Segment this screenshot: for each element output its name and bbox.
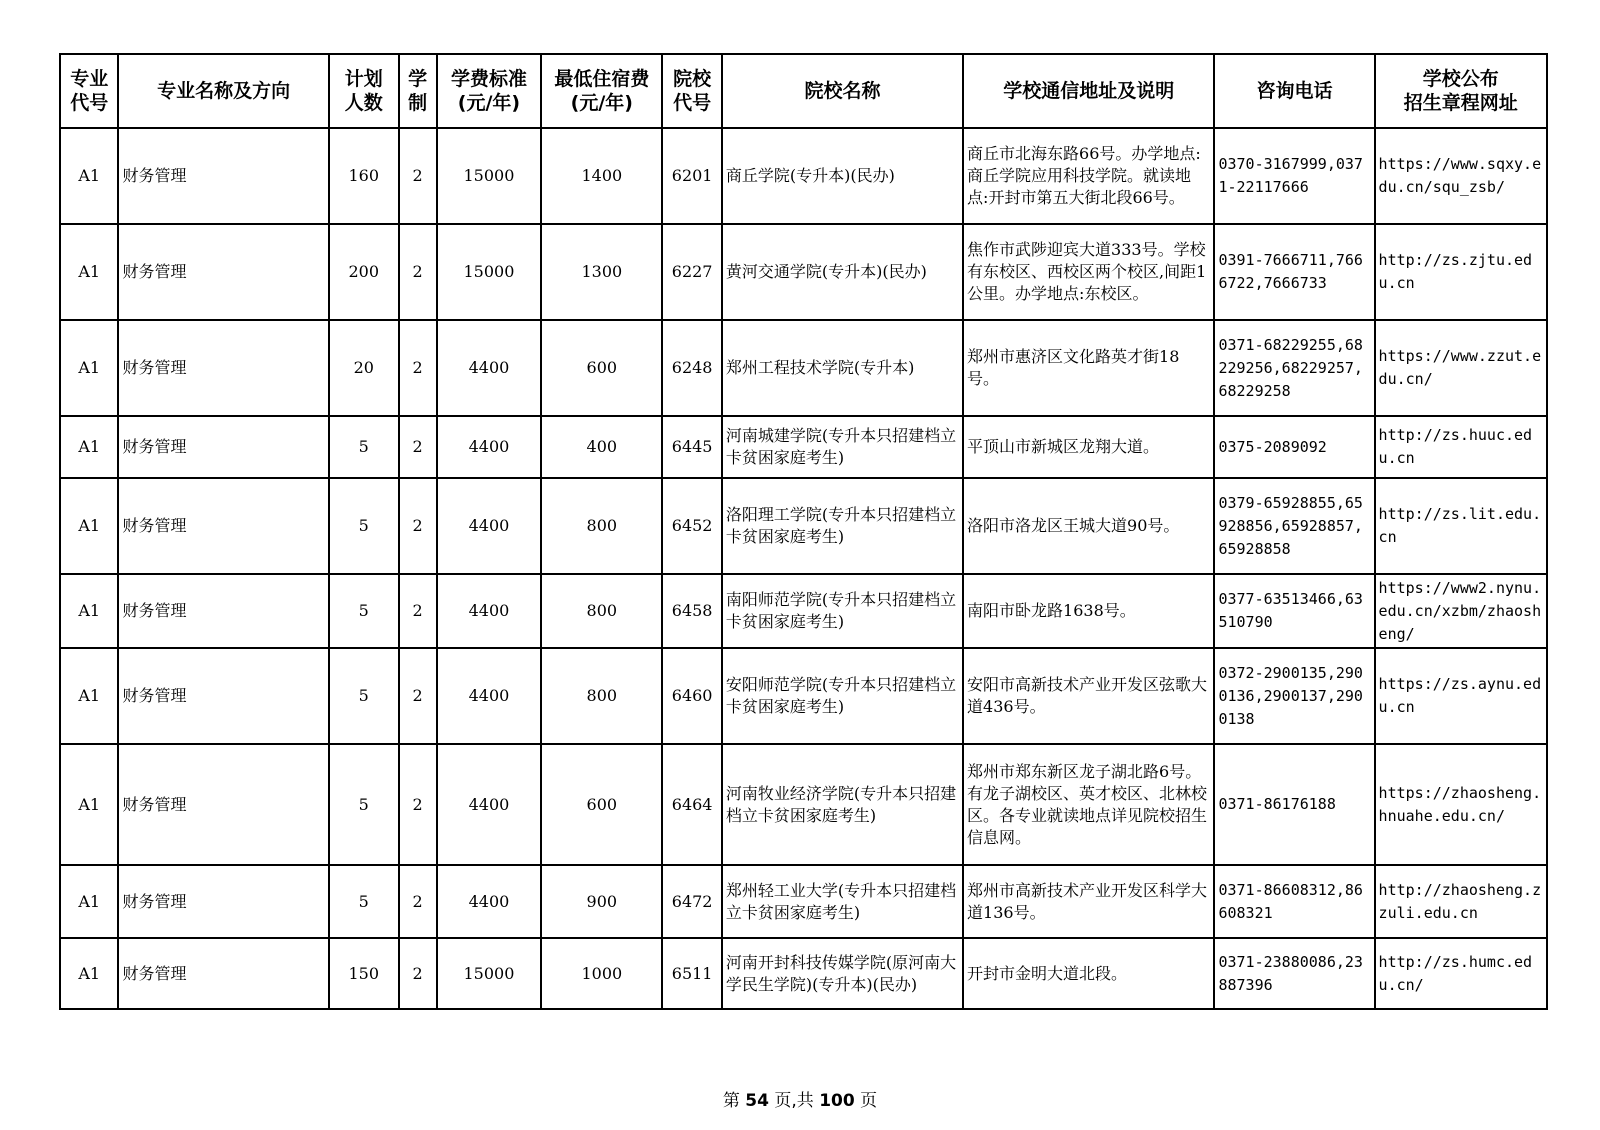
school-address-cell: 郑州市惠济区文化路英才街18号。 — [963, 320, 1214, 416]
admission-url-cell: http://zs.huuc.edu.cn — [1375, 416, 1547, 478]
school-address-cell: 平顶山市新城区龙翔大道。 — [963, 416, 1214, 478]
table-row — [60, 574, 1547, 648]
admission-url-cell: https://zhaosheng.hnuahe.edu.cn/ — [1375, 744, 1547, 865]
table-row — [60, 416, 1547, 478]
header-school-name — [722, 54, 963, 128]
school-code-cell: 6445 — [662, 416, 722, 478]
school-code-cell: 6460 — [662, 648, 722, 744]
table-row — [60, 744, 1547, 865]
contact-phone-cell: 0372-2900135,2900136,2900137,2900138 — [1214, 648, 1374, 744]
dorm-fee-cell: 800 — [541, 574, 662, 648]
major-name-cell: 财务管理 — [118, 320, 328, 416]
contact-phone-cell: 0371-68229255,68229256,68229257,68229258 — [1214, 320, 1374, 416]
school-code-cell: 6472 — [662, 865, 722, 938]
header-major-name — [118, 54, 328, 128]
plan-count-cell: 5 — [329, 478, 399, 574]
school-address-cell: 安阳市高新技术产业开发区弦歌大道436号。 — [963, 648, 1214, 744]
admission-table-container — [59, 53, 1548, 1010]
major-code-cell: A1 — [60, 478, 118, 574]
major-code-cell: A1 — [60, 648, 118, 744]
plan-count-cell: 5 — [329, 865, 399, 938]
study-years-cell: 2 — [399, 478, 437, 574]
contact-phone-cell: 0391-7666711,7666722,7666733 — [1214, 224, 1374, 320]
table-row — [60, 648, 1547, 744]
header-tuition — [437, 54, 542, 128]
school-name-cell: 河南城建学院(专升本只招建档立卡贫困家庭考生) — [722, 416, 963, 478]
study-years-cell: 2 — [399, 865, 437, 938]
major-code-cell: A1 — [60, 938, 118, 1009]
major-code-cell: A1 — [60, 744, 118, 865]
table-row — [60, 320, 1547, 416]
contact-phone-cell: 0371-86608312,86608321 — [1214, 865, 1374, 938]
tuition-cell: 4400 — [437, 744, 542, 865]
tuition-cell: 4400 — [437, 320, 542, 416]
school-name-cell: 黄河交通学院(专升本)(民办) — [722, 224, 963, 320]
plan-count-cell: 5 — [329, 648, 399, 744]
plan-count-cell: 5 — [329, 574, 399, 648]
major-name-cell: 财务管理 — [118, 478, 328, 574]
major-name-cell: 财务管理 — [118, 224, 328, 320]
tuition-cell: 15000 — [437, 224, 542, 320]
study-years-cell: 2 — [399, 224, 437, 320]
header-school-address-line: 学校通信地址及说明 — [1003, 80, 1175, 102]
header-admission-url-line: 学校公布 — [1422, 68, 1499, 90]
admission-table — [59, 53, 1548, 1010]
major-code-cell: A1 — [60, 320, 118, 416]
header-plan-count-line: 计划 — [344, 68, 383, 90]
footer-middle: 页,共 — [774, 1091, 814, 1111]
school-code-cell: 6248 — [662, 320, 722, 416]
dorm-fee-cell: 1400 — [541, 128, 662, 224]
tuition-cell: 4400 — [437, 416, 542, 478]
major-code-cell: A1 — [60, 865, 118, 938]
header-major-code-line: 专业 — [70, 68, 109, 90]
table-row — [60, 478, 1547, 574]
plan-count-cell: 200 — [329, 224, 399, 320]
table-row — [60, 938, 1547, 1009]
header-plan-count-line: 人数 — [344, 92, 383, 114]
study-years-cell: 2 — [399, 416, 437, 478]
header-major-code-line: 代号 — [70, 92, 109, 114]
school-address-cell: 焦作市武陟迎宾大道333号。学校有东校区、西校区两个校区,间距1公里。办学地点:东校区。 — [963, 224, 1214, 320]
admission-url-cell: http://zhaosheng.zzuli.edu.cn — [1375, 865, 1547, 938]
school-code-cell: 6452 — [662, 478, 722, 574]
contact-phone-cell: 0379-65928855,65928856,65928857,65928858 — [1214, 478, 1374, 574]
school-address-cell: 南阳市卧龙路1638号。 — [963, 574, 1214, 648]
total-page-count: 100 — [819, 1091, 855, 1111]
major-name-cell: 财务管理 — [118, 128, 328, 224]
major-code-cell: A1 — [60, 574, 118, 648]
table-row — [60, 865, 1547, 938]
header-admission-url — [1375, 54, 1547, 128]
dorm-fee-cell: 600 — [541, 320, 662, 416]
admission-url-cell: https://www2.nynu.edu.cn/xzbm/zhaosheng/ — [1375, 574, 1547, 648]
major-code-cell: A1 — [60, 128, 118, 224]
header-study-years-line: 学 — [408, 68, 428, 90]
header-study-years-line: 制 — [408, 92, 428, 114]
school-code-cell: 6511 — [662, 938, 722, 1009]
header-school-code-line: 院校 — [673, 68, 712, 90]
plan-count-cell: 150 — [329, 938, 399, 1009]
footer-suffix: 页 — [860, 1091, 878, 1111]
header-tuition-line: (元/年) — [457, 92, 521, 114]
dorm-fee-cell: 1000 — [541, 938, 662, 1009]
contact-phone-cell: 0375-2089092 — [1214, 416, 1374, 478]
school-name-cell: 河南开封科技传媒学院(原河南大学民生学院)(专升本)(民办) — [722, 938, 963, 1009]
header-contact-phone-line: 咨询电话 — [1256, 80, 1333, 102]
school-address-cell: 开封市金明大道北段。 — [963, 938, 1214, 1009]
study-years-cell: 2 — [399, 744, 437, 865]
current-page-number: 54 — [745, 1091, 769, 1111]
header-study-years — [399, 54, 437, 128]
school-code-cell: 6458 — [662, 574, 722, 648]
tuition-cell: 4400 — [437, 648, 542, 744]
study-years-cell: 2 — [399, 574, 437, 648]
admission-url-cell: http://zs.zjtu.edu.cn — [1375, 224, 1547, 320]
dorm-fee-cell: 400 — [541, 416, 662, 478]
school-name-cell: 商丘学院(专升本)(民办) — [722, 128, 963, 224]
admission-url-cell: http://zs.humc.edu.cn/ — [1375, 938, 1547, 1009]
school-name-cell: 南阳师范学院(专升本只招建档立卡贫困家庭考生) — [722, 574, 963, 648]
table-body — [60, 128, 1547, 1009]
contact-phone-cell: 0370-3167999,0371-22117666 — [1214, 128, 1374, 224]
table-header-row — [60, 54, 1547, 128]
header-plan-count — [329, 54, 399, 128]
header-dorm-fee-line: (元/年) — [570, 92, 633, 114]
admission-url-cell: https://zs.aynu.edu.cn — [1375, 648, 1547, 744]
header-school-name-line: 院校名称 — [804, 80, 881, 102]
dorm-fee-cell: 800 — [541, 648, 662, 744]
school-address-cell: 商丘市北海东路66号。办学地点:商丘学院应用科技学院。就读地点:开封市第五大街北段66号。 — [963, 128, 1214, 224]
tuition-cell: 15000 — [437, 128, 542, 224]
study-years-cell: 2 — [399, 128, 437, 224]
school-name-cell: 安阳师范学院(专升本只招建档立卡贫困家庭考生) — [722, 648, 963, 744]
study-years-cell: 2 — [399, 320, 437, 416]
contact-phone-cell: 0377-63513466,63510790 — [1214, 574, 1374, 648]
school-code-cell: 6201 — [662, 128, 722, 224]
major-name-cell: 财务管理 — [118, 574, 328, 648]
header-major-code — [60, 54, 118, 128]
study-years-cell: 2 — [399, 648, 437, 744]
header-school-address — [963, 54, 1214, 128]
school-code-cell: 6464 — [662, 744, 722, 865]
header-contact-phone — [1214, 54, 1374, 128]
school-name-cell: 洛阳理工学院(专升本只招建档立卡贫困家庭考生) — [722, 478, 963, 574]
contact-phone-cell: 0371-86176188 — [1214, 744, 1374, 865]
dorm-fee-cell: 1300 — [541, 224, 662, 320]
school-code-cell: 6227 — [662, 224, 722, 320]
school-address-cell: 郑州市郑东新区龙子湖北路6号。有龙子湖校区、英才校区、北林校区。各专业就读地点详见院校招生信息网。 — [963, 744, 1214, 865]
header-major-name-line: 专业名称及方向 — [157, 80, 291, 102]
admission-url-cell: https://www.zzut.edu.cn/ — [1375, 320, 1547, 416]
school-name-cell: 郑州轻工业大学(专升本只招建档立卡贫困家庭考生) — [722, 865, 963, 938]
tuition-cell: 4400 — [437, 478, 542, 574]
dorm-fee-cell: 600 — [541, 744, 662, 865]
header-dorm-fee-line: 最低住宿费 — [554, 68, 650, 90]
major-name-cell: 财务管理 — [118, 938, 328, 1009]
contact-phone-cell: 0371-23880086,23887396 — [1214, 938, 1374, 1009]
header-admission-url-line: 招生章程网址 — [1403, 92, 1518, 114]
plan-count-cell: 5 — [329, 416, 399, 478]
plan-count-cell: 20 — [329, 320, 399, 416]
major-name-cell: 财务管理 — [118, 865, 328, 938]
tuition-cell: 4400 — [437, 865, 542, 938]
table-row — [60, 224, 1547, 320]
tuition-cell: 4400 — [437, 574, 542, 648]
header-tuition-line: 学费标准 — [450, 68, 527, 90]
major-code-cell: A1 — [60, 416, 118, 478]
dorm-fee-cell: 900 — [541, 865, 662, 938]
study-years-cell: 2 — [399, 938, 437, 1009]
major-name-cell: 财务管理 — [118, 648, 328, 744]
major-name-cell: 财务管理 — [118, 416, 328, 478]
school-name-cell: 河南牧业经济学院(专升本只招建档立卡贫困家庭考生) — [722, 744, 963, 865]
plan-count-cell: 5 — [329, 744, 399, 865]
dorm-fee-cell: 800 — [541, 478, 662, 574]
admission-url-cell: https://www.sqxy.edu.cn/squ_zsb/ — [1375, 128, 1547, 224]
major-code-cell: A1 — [60, 224, 118, 320]
admission-url-cell: http://zs.lit.edu.cn — [1375, 478, 1547, 574]
header-school-code — [662, 54, 722, 128]
page-footer — [0, 1086, 1600, 1111]
table-row — [60, 128, 1547, 224]
major-name-cell: 财务管理 — [118, 744, 328, 865]
tuition-cell: 15000 — [437, 938, 542, 1009]
school-name-cell: 郑州工程技术学院(专升本) — [722, 320, 963, 416]
school-address-cell: 洛阳市洛龙区王城大道90号。 — [963, 478, 1214, 574]
plan-count-cell: 160 — [329, 128, 399, 224]
footer-prefix: 第 — [722, 1091, 740, 1111]
header-dorm-fee — [541, 54, 662, 128]
header-school-code-line: 代号 — [673, 92, 712, 114]
school-address-cell: 郑州市高新技术产业开发区科学大道136号。 — [963, 865, 1214, 938]
